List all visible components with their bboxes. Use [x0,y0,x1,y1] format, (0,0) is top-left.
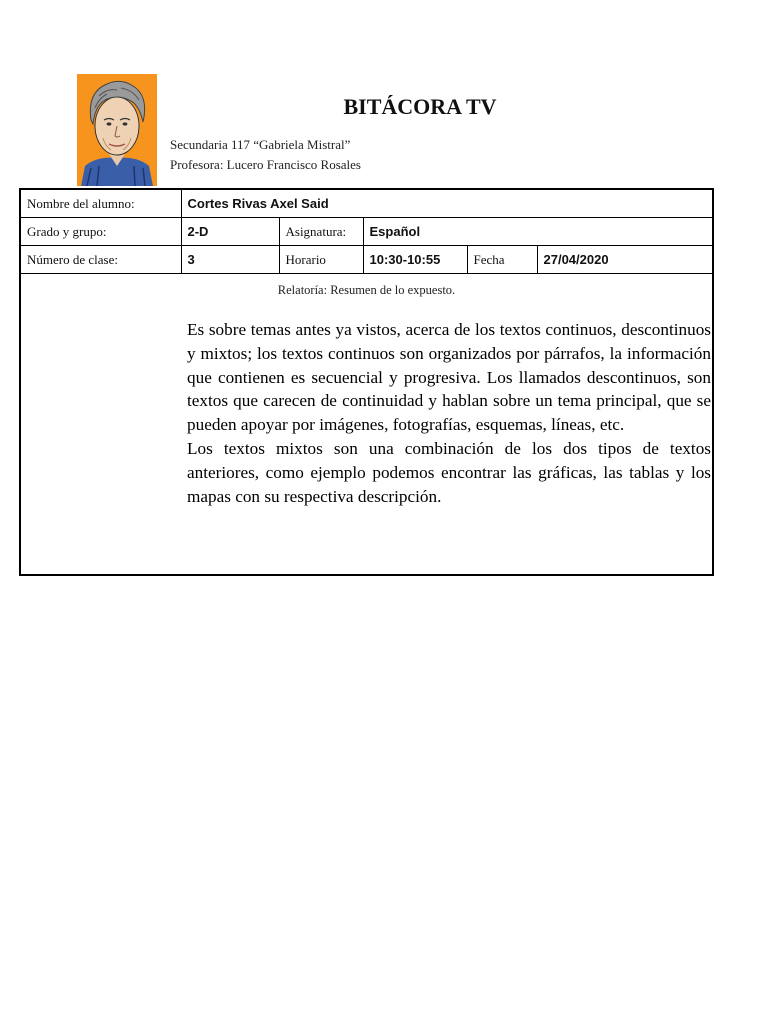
teacher-portrait [77,74,157,186]
subject-label: Asignatura: [279,218,363,246]
portrait-illustration [77,74,157,186]
grade-label: Grado y grupo: [21,218,181,246]
report-body [187,318,711,508]
date-value: 27/04/2020 [537,246,712,274]
schedule-label: Horario [279,246,363,274]
school-name: Secundaria 117 “Gabriela Mistral” [170,137,351,152]
class-number-value: 3 [181,246,279,274]
grade-value: 2-D [181,218,279,246]
report-paragraph-2: Los textos mixtos son una combinación de los dos tipos de textos anteriores, como ejemplo podemos encontrar las gráficas, las tablas y los mapas con su respectiva descripción. [187,438,711,506]
date-label: Fecha [467,246,537,274]
log-sheet [19,188,714,576]
class-number-label: Número de clase: [21,246,181,274]
subject-value: Español [363,218,712,246]
report-subtitle: Relatoría: Resumen de lo expuesto. [277,283,456,297]
table-row [21,218,712,246]
schedule-value: 10:30-10:55 [363,246,467,274]
student-info-table [21,190,712,274]
table-row [21,246,712,274]
report-paragraph-1: Es sobre temas antes ya vistos, acerca de los textos continuos, descontinuos y mixtos; los textos continuos son organizados por párrafos, la información que contienen es secuencial y progresiva. Los llamados descontinuos, son textos que carecen de continuidad y hablan sobre un tema principal, que se pueden apoyar por imágenes, fotografías, esquemas, líneas, etc. [187,320,711,435]
student-value: Cortes Rivas Axel Said [181,190,712,218]
table-row [21,190,712,218]
page-title: BITÁCORA TV [343,94,497,119]
student-label: Nombre del alumno: [21,190,181,218]
teacher-name: Profesora: Lucero Francisco Rosales [170,157,361,172]
